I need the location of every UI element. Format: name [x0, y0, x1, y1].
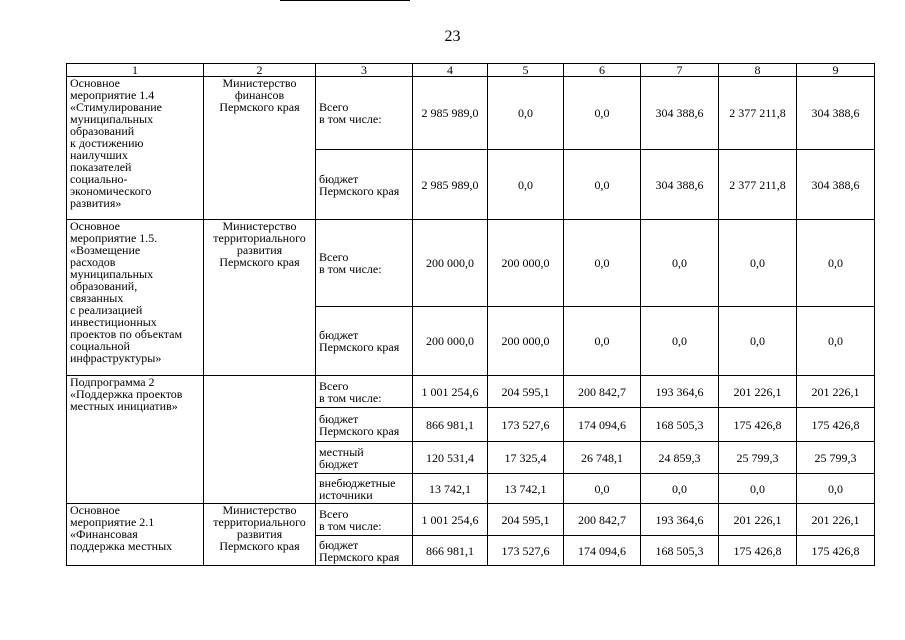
amount-cell: 174 094,6 — [564, 408, 641, 442]
amount-cell: 0,0 — [564, 77, 641, 150]
amount-cell: 304 388,6 — [641, 150, 719, 220]
amount-cell: 0,0 — [564, 150, 641, 220]
header-row — [67, 64, 875, 77]
amount-cell: 168 505,3 — [641, 408, 719, 442]
amount-cell: 1 001 254,6 — [413, 504, 488, 536]
activity-name-cell: Основное мероприятие 1.5. «Возмещение расходов муниципальных образований, связанных с реализацией инвестиционных проектов по объектам социальной инфраструктуры» — [67, 220, 204, 376]
amount-cell: 193 364,6 — [641, 376, 719, 408]
header-cell: 6 — [564, 64, 641, 77]
amount-cell: 0,0 — [564, 474, 641, 504]
funding-source-cell: Всего в том числе: — [316, 220, 413, 307]
amount-cell: 304 388,6 — [797, 77, 875, 150]
amount-cell: 866 981,1 — [413, 536, 488, 566]
amount-cell: 0,0 — [564, 220, 641, 307]
amount-cell: 2 377 211,8 — [719, 77, 797, 150]
funding-source-cell: Всего в том числе: — [316, 77, 413, 150]
amount-cell: 0,0 — [719, 220, 797, 307]
amount-cell: 204 595,1 — [488, 376, 564, 408]
amount-cell: 13 742,1 — [413, 474, 488, 504]
amount-cell: 2 377 211,8 — [719, 150, 797, 220]
funding-source-cell: бюджет Пермского края — [316, 408, 413, 442]
header-cell: 4 — [413, 64, 488, 77]
table-row — [67, 77, 875, 150]
amount-cell: 174 094,6 — [564, 536, 641, 566]
amount-cell: 2 985 989,0 — [413, 150, 488, 220]
amount-cell: 0,0 — [488, 77, 564, 150]
funding-source-cell: бюджет Пермского края — [316, 150, 413, 220]
amount-cell: 175 426,8 — [719, 408, 797, 442]
amount-cell: 0,0 — [797, 307, 875, 376]
amount-cell: 304 388,6 — [797, 150, 875, 220]
funding-source-cell: Всего в том числе: — [316, 504, 413, 536]
amount-cell: 866 981,1 — [413, 408, 488, 442]
amount-cell: 200 842,7 — [564, 504, 641, 536]
amount-cell: 201 226,1 — [719, 504, 797, 536]
amount-cell: 2 985 989,0 — [413, 77, 488, 150]
amount-cell: 25 799,3 — [719, 442, 797, 474]
header-cell: 5 — [488, 64, 564, 77]
table-row — [67, 376, 875, 408]
funding-source-cell: Всего в том числе: — [316, 376, 413, 408]
amount-cell: 173 527,6 — [488, 408, 564, 442]
amount-cell: 1 001 254,6 — [413, 376, 488, 408]
amount-cell: 193 364,6 — [641, 504, 719, 536]
amount-cell: 201 226,1 — [797, 504, 875, 536]
amount-cell: 25 799,3 — [797, 442, 875, 474]
executor-cell — [204, 376, 316, 504]
budget-table — [66, 63, 875, 566]
amount-cell: 200 000,0 — [488, 220, 564, 307]
amount-cell: 0,0 — [797, 220, 875, 307]
amount-cell: 200 000,0 — [413, 220, 488, 307]
executor-cell: Министерство территориального развития Пермского края — [204, 504, 316, 566]
executor-cell: Министерство финансов Пермского края — [204, 77, 316, 220]
funding-source-cell: местный бюджет — [316, 442, 413, 474]
amount-cell: 201 226,1 — [719, 376, 797, 408]
amount-cell: 173 527,6 — [488, 536, 564, 566]
table-row — [67, 504, 875, 536]
amount-cell: 24 859,3 — [641, 442, 719, 474]
header-cell: 1 — [67, 64, 204, 77]
amount-cell: 200 000,0 — [413, 307, 488, 376]
amount-cell: 175 426,8 — [797, 408, 875, 442]
header-cell: 2 — [204, 64, 316, 77]
amount-cell: 26 748,1 — [564, 442, 641, 474]
amount-cell: 201 226,1 — [797, 376, 875, 408]
amount-cell: 200 842,7 — [564, 376, 641, 408]
header-cell: 3 — [316, 64, 413, 77]
amount-cell: 0,0 — [719, 307, 797, 376]
amount-cell: 13 742,1 — [488, 474, 564, 504]
amount-cell: 0,0 — [641, 220, 719, 307]
amount-cell: 168 505,3 — [641, 536, 719, 566]
amount-cell: 175 426,8 — [719, 536, 797, 566]
executor-cell: Министерство территориального развития Пермского края — [204, 220, 316, 376]
funding-source-cell: бюджет Пермского края — [316, 536, 413, 566]
page-top-rule — [280, 0, 410, 1]
amount-cell: 120 531,4 — [413, 442, 488, 474]
amount-cell: 200 000,0 — [488, 307, 564, 376]
header-cell: 9 — [797, 64, 875, 77]
amount-cell: 0,0 — [641, 474, 719, 504]
header-cell: 7 — [641, 64, 719, 77]
activity-name-cell: Подпрограмма 2 «Поддержка проектов местных инициатив» — [67, 376, 204, 504]
activity-name-cell: Основное мероприятие 2.1 «Финансовая поддержка местных — [67, 504, 204, 566]
amount-cell: 304 388,6 — [641, 77, 719, 150]
amount-cell: 0,0 — [719, 474, 797, 504]
amount-cell: 0,0 — [564, 307, 641, 376]
amount-cell: 204 595,1 — [488, 504, 564, 536]
funding-source-cell: бюджет Пермского края — [316, 307, 413, 376]
amount-cell: 17 325,4 — [488, 442, 564, 474]
amount-cell: 0,0 — [797, 474, 875, 504]
activity-name-cell: Основное мероприятие 1.4 «Стимулирование муниципальных образований к достижению наилучших показателей социально- экономического развития» — [67, 77, 204, 220]
table-row — [67, 220, 875, 307]
header-cell: 8 — [719, 64, 797, 77]
amount-cell: 0,0 — [488, 150, 564, 220]
page-number: 23 — [444, 28, 461, 45]
amount-cell: 0,0 — [641, 307, 719, 376]
funding-source-cell: внебюджетные источники — [316, 474, 413, 504]
amount-cell: 175 426,8 — [797, 536, 875, 566]
